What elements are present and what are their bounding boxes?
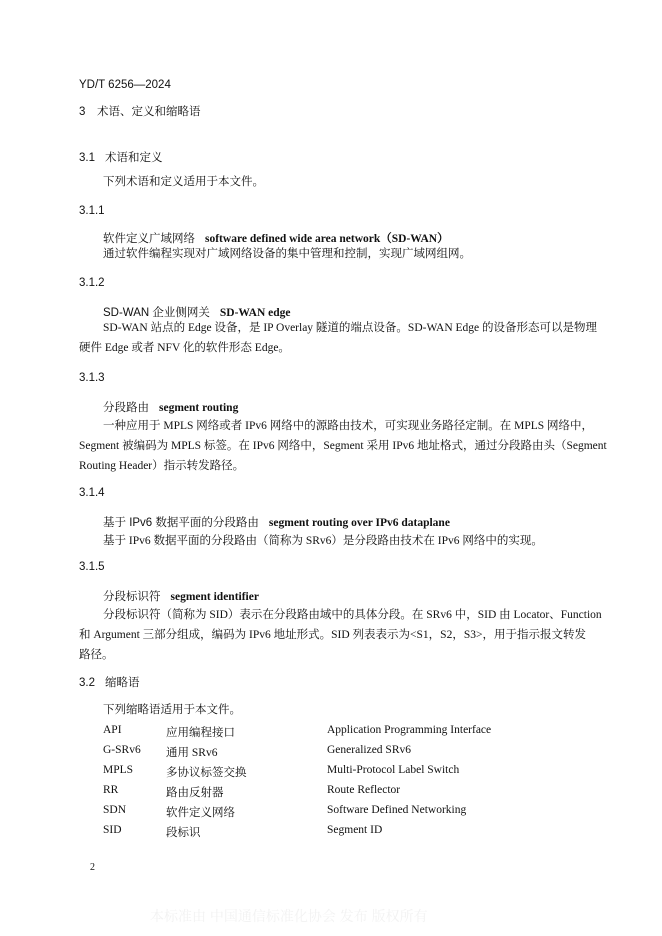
definition-line: 通过软件编程实现对广域网络设备的集中管理和控制，实现广域网组网。 xyxy=(103,248,471,260)
section-3-2-intro: 下列缩略语适用于本文件。 xyxy=(103,704,241,716)
abbr-chinese: 段标识 xyxy=(166,827,201,839)
term-zh: SD-WAN 企业侧网关 xyxy=(103,307,210,319)
section-title: 术语和定义 xyxy=(105,152,163,164)
term-en: segment routing xyxy=(159,402,239,414)
abbr-term: RR xyxy=(103,784,119,796)
section-number: 3.1 xyxy=(79,152,95,164)
abbr-term: G-SRv6 xyxy=(103,744,141,756)
abbr-english: Multi-Protocol Label Switch xyxy=(327,764,460,776)
term-en: segment routing over IPv6 dataplane xyxy=(268,517,450,529)
abbr-chinese: 路由反射器 xyxy=(166,787,224,799)
watermark: 本标准由 中国通信标准化协会 发布 版权所有 xyxy=(150,908,428,924)
chapter-heading xyxy=(79,103,201,119)
chapter-number: 3 xyxy=(79,106,86,118)
definition-line: 基于 IPv6 数据平面的分段路由（简称为 SRv6）是分段路由技术在 IPv6 网络中的实现。 xyxy=(103,535,543,547)
abbr-chinese: 多协议标签交换 xyxy=(166,767,247,779)
term-en: segment identifier xyxy=(170,591,259,603)
term-3-1-5-definition xyxy=(79,605,601,665)
section-3-1-intro: 下列术语和定义适用于本文件。 xyxy=(103,176,264,188)
term-en: software defined wide area network（SD-WAN） xyxy=(205,233,449,245)
term-3-1-4 xyxy=(103,514,450,530)
definition-line: 一种应用于 MPLS 网络或者 IPv6 网络中的源路由技术，可实现业务路径定制。在 MPLS 网络中， xyxy=(103,420,594,432)
abbr-english: Application Programming Interface xyxy=(327,724,492,736)
abbr-chinese: 软件定义网络 xyxy=(166,807,235,819)
term-en: SD-WAN edge xyxy=(219,307,291,319)
abbr-term: SDN xyxy=(103,804,127,816)
section-number: 3.2 xyxy=(79,677,95,689)
term-3-1-5 xyxy=(103,588,259,604)
definition-line: Segment 被编码为 MPLS 标签。在 IPv6 网络中，Segment 采用 IPv6 地址格式，通过分段路由头（Segment xyxy=(79,440,607,452)
term-3-1-3 xyxy=(103,399,238,415)
term-zh: 基于 IPv6 数据平面的分段路由 xyxy=(103,517,259,529)
abbr-chinese: 通用 SRv6 xyxy=(166,747,218,759)
abbr-english: Route Reflector xyxy=(327,784,401,796)
term-3-1-4-definition xyxy=(79,531,601,551)
section-3-2-heading xyxy=(79,674,140,690)
definition-line: 路径。 xyxy=(79,649,114,661)
section-3-1-heading xyxy=(79,149,163,165)
standard-number: YD/T 6256—2024 xyxy=(79,79,171,91)
term-3-1-3-definition xyxy=(79,416,607,476)
abbr-term: SID xyxy=(103,824,122,836)
definition-line: SD-WAN 站点的 Edge 设备，是 IP Overlay 隧道的端点设备。SD-WAN Edge 的设备形态可以是物理 xyxy=(103,322,598,334)
abbr-term: API xyxy=(103,724,122,736)
definition-line: 和 Argument 三部分组成，编码为 IPv6 地址形式。SID 列表表示为<S1，S2，S3>，用于指示报文转发 xyxy=(79,629,586,641)
abbr-english: Software Defined Networking xyxy=(327,804,467,816)
term-zh: 分段标识符 xyxy=(103,591,161,603)
definition-line: 硬件 Edge 或者 NFV 化的软件形态 Edge。 xyxy=(79,342,290,354)
term-3-1-2-number: 3.1.2 xyxy=(79,277,105,289)
term-3-1-5-number: 3.1.5 xyxy=(79,561,105,573)
term-zh: 软件定义广域网络 xyxy=(103,233,195,245)
chapter-title: 术语、定义和缩略语 xyxy=(97,106,201,118)
abbr-chinese: 应用编程接口 xyxy=(166,727,235,739)
definition-line: Routing Header）指示转发路径。 xyxy=(79,460,245,472)
page-number: 2 xyxy=(90,862,95,873)
definition-line: 分段标识符（简称为 SID）表示在分段路由域中的具体分段。在 SRv6 中，SID 由 Locator、Function xyxy=(103,609,602,621)
term-zh: 分段路由 xyxy=(103,402,149,414)
term-3-1-1-number: 3.1.1 xyxy=(79,205,105,217)
abbr-term: MPLS xyxy=(103,764,134,776)
term-3-1-1-definition xyxy=(79,244,601,264)
term-3-1-4-number: 3.1.4 xyxy=(79,487,105,499)
section-title: 缩略语 xyxy=(105,677,140,689)
term-3-1-2-definition xyxy=(79,318,601,358)
abbr-english: Generalized SRv6 xyxy=(327,744,411,756)
abbr-english: Segment ID xyxy=(327,824,383,836)
term-3-1-3-number: 3.1.3 xyxy=(79,372,105,384)
